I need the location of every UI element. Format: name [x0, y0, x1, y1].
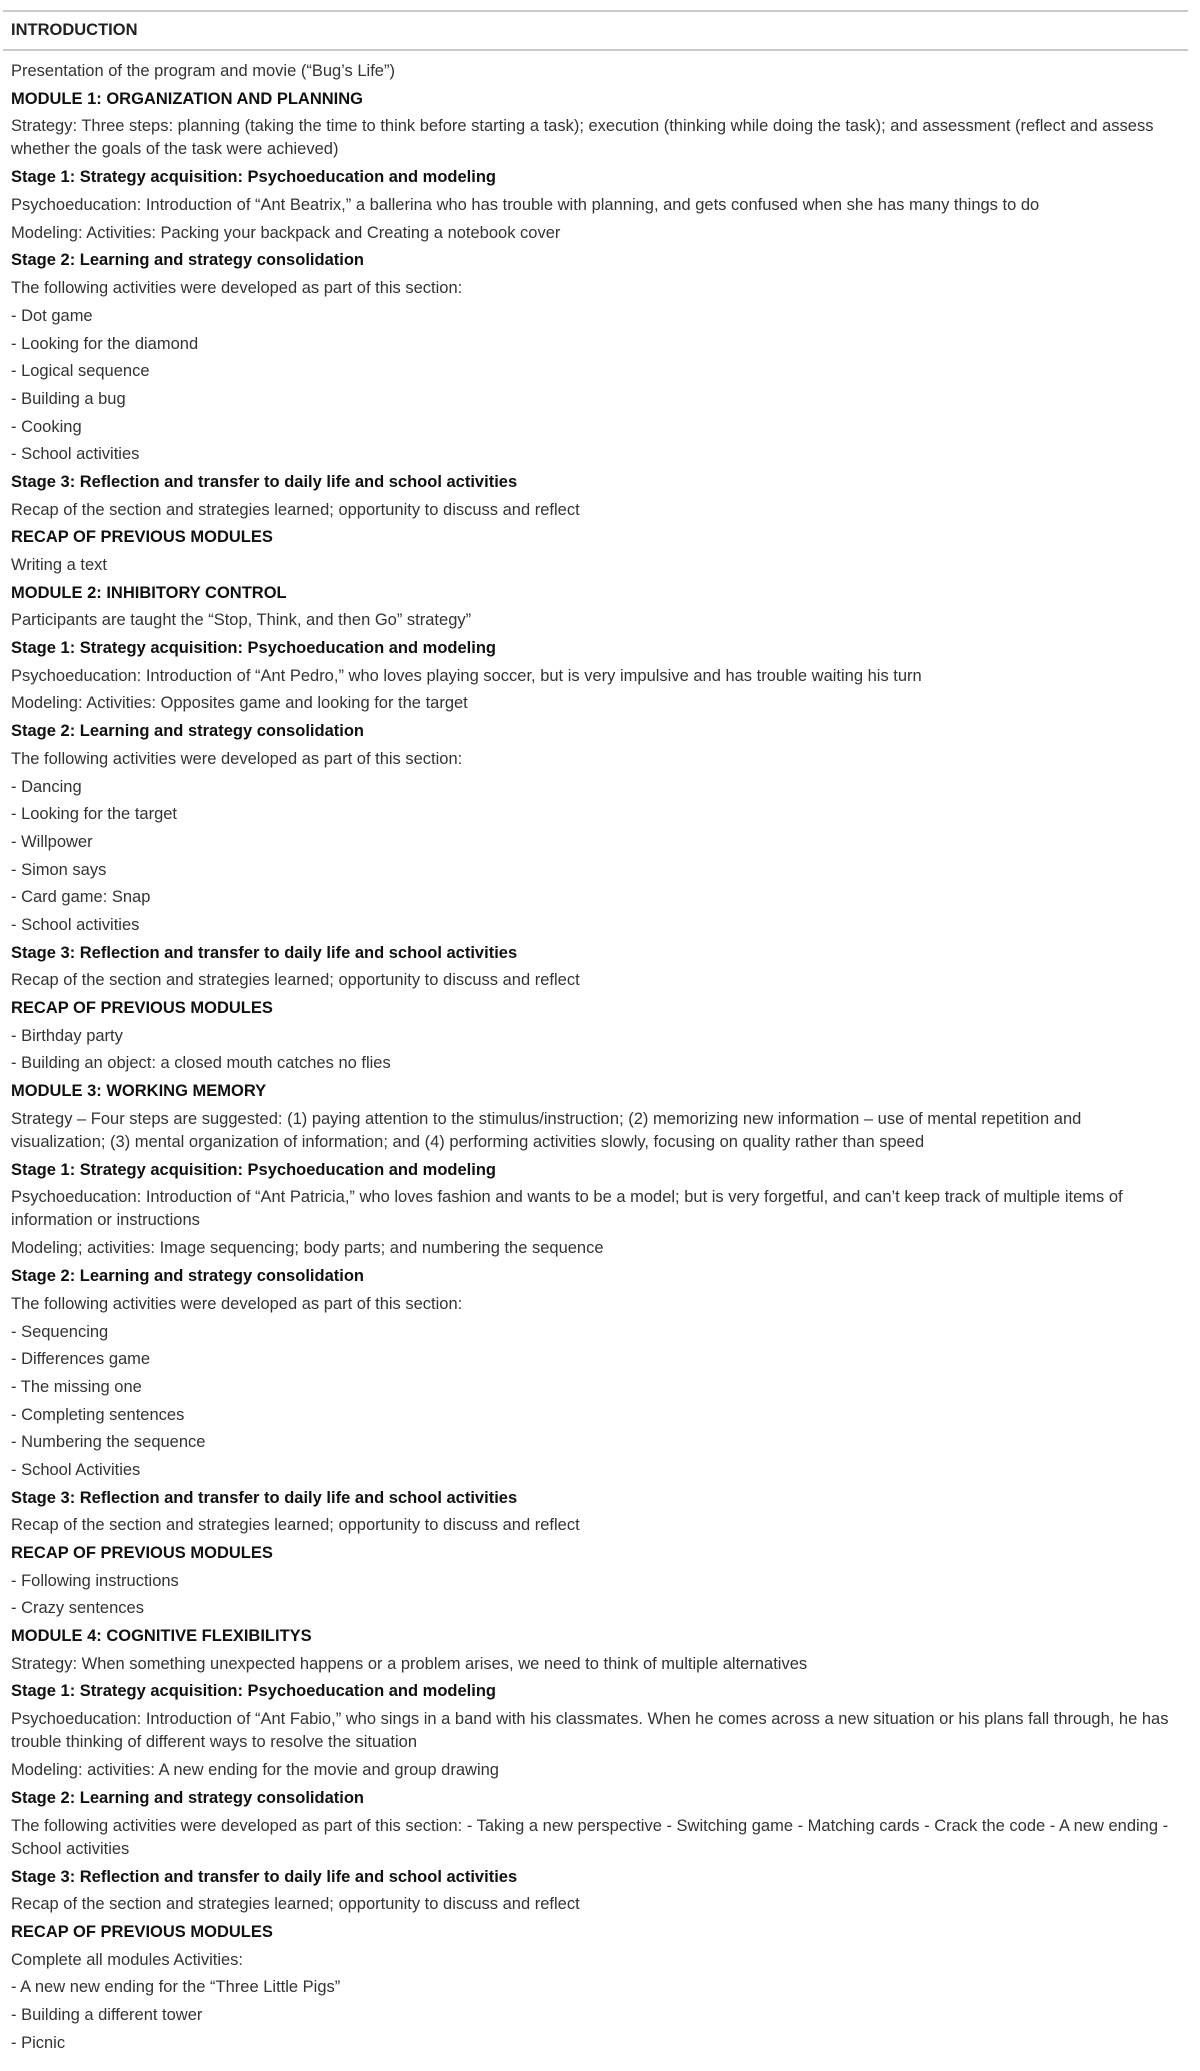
table-row: Recap of the section and strategies learned; opportunity to discuss and reflect — [11, 1895, 580, 1914]
table-row: - Numbering the sequence — [11, 1433, 206, 1452]
table-row: Psychoeducation: Introduction of “Ant Pedro,” who loves playing soccer, but is very impulsive and has trouble waiting his turn — [11, 666, 922, 685]
table-body — [0, 51, 1190, 2059]
table-row: Participants are taught the “Stop, Think, and then Go” strategy” — [11, 611, 472, 630]
section-heading-row: Stage 3: Reflection and transfer to daily life and school activities — [11, 472, 518, 491]
section-heading-row: Stage 2: Learning and strategy consolidation — [11, 251, 364, 270]
section-heading-row: Stage 1: Strategy acquisition: Psychoeducation and modeling — [11, 1160, 497, 1179]
table-row: - Looking for the diamond — [11, 334, 199, 353]
table-row: Strategy – Four steps are suggested: (1) paying attention to the stimulus/instruction; (2) memorizing new information – use of mental repetition and visualization; (3) mental organization of information; and (4) performing activities slowly, focusing on quality rather than speed — [11, 1109, 1082, 1151]
table-header: INTRODUCTION — [11, 21, 138, 39]
section-heading-row: Stage 1: Strategy acquisition: Psychoeducation and modeling — [11, 168, 497, 187]
table-row: - School Activities — [11, 1460, 141, 1479]
table-row: Presentation of the program and movie (“Bug’s Life”) — [11, 62, 395, 80]
section-heading-row: Stage 2: Learning and strategy consolidation — [11, 1267, 364, 1286]
table-row: The following activities were developed as part of this section: - Taking a new perspective - Switching game - Matching cards - Crack the code - A new ending - School activities — [11, 1816, 1169, 1858]
section-heading-row: Stage 1: Strategy acquisition: Psychoeducation and modeling — [11, 639, 497, 658]
table-row: Complete all modules Activities: — [11, 1950, 244, 1969]
section-heading-row: MODULE 2: INHIBITORY CONTROL — [11, 583, 287, 602]
table-row: - Dot game — [11, 306, 93, 325]
table-row: - Simon says — [11, 860, 107, 879]
table-row: - School activities — [11, 445, 140, 464]
table-row: - Building a bug — [11, 389, 126, 408]
table-row: Psychoeducation: Introduction of “Ant Patricia,” who loves fashion and wants to be a model; but is very forgetful, and can’t keep track of multiple items of information or instructions — [11, 1188, 1123, 1230]
table-row: - A new new ending for the “Three Little Pigs” — [11, 1978, 341, 1997]
table-row: The following activities were developed as part of this section: — [11, 279, 463, 298]
section-heading-row: Stage 3: Reflection and transfer to daily life and school activities — [11, 1488, 518, 1507]
table-row: Modeling: activities: A new ending for the movie and group drawing — [11, 1761, 499, 1780]
section-heading-row: Stage 2: Learning and strategy consolidation — [11, 722, 364, 741]
section-heading-row: RECAP OF PREVIOUS MODULES — [11, 1544, 273, 1562]
section-heading-row: Stage 1: Strategy acquisition: Psychoeducation and modeling — [11, 1682, 497, 1701]
section-heading-row: Stage 3: Reflection and transfer to daily life and school activities — [11, 1867, 518, 1886]
section-heading-row: RECAP OF PREVIOUS MODULES — [11, 1922, 273, 1941]
table-row: - Completing sentences — [11, 1405, 185, 1424]
table-row: - Logical sequence — [11, 362, 150, 381]
table-row: Recap of the section and strategies learned; opportunity to discuss and reflect — [11, 500, 580, 519]
table-row: - The missing one — [11, 1377, 142, 1396]
table-row: - Card game: Snap — [11, 888, 151, 907]
table-row: - Willpower — [11, 832, 93, 851]
table-row: The following activities were developed as part of this section: — [11, 749, 463, 768]
table-row: Modeling: Activities: Opposites game and looking for the target — [11, 694, 468, 713]
table-row: - Picnic — [11, 2033, 66, 2052]
section-heading-row: RECAP OF PREVIOUS MODULES — [11, 528, 273, 547]
table-row: Recap of the section and strategies learned; opportunity to discuss and reflect — [11, 971, 580, 990]
section-heading-row: MODULE 1: ORGANIZATION AND PLANNING — [11, 89, 363, 108]
table-row: - Birthday party — [11, 1026, 123, 1045]
table-row: - Looking for the target — [11, 805, 178, 824]
table-row: Recap of the section and strategies learned; opportunity to discuss and reflect — [11, 1516, 580, 1535]
table-row: - Building a different tower — [11, 2005, 203, 2024]
table-row: - School activities — [11, 915, 140, 934]
table-row: - Building an object: a closed mouth catches no flies — [11, 1054, 391, 1073]
table-row: Psychoeducation: Introduction of “Ant Fabio,” who sings in a band with his classmates. When he comes across a new situation or his plans fall through, he has trouble thinking of different ways to resolve the situation — [11, 1710, 1169, 1752]
table-row: Psychoeducation: Introduction of “Ant Beatrix,” a ballerina who has trouble with planning, and gets confused when she has many things to do — [11, 196, 1040, 215]
table-row: Writing a text — [11, 556, 107, 574]
table-row: Modeling: Activities: Packing your backpack and Creating a notebook cover — [11, 223, 561, 242]
section-heading-row: RECAP OF PREVIOUS MODULES — [11, 999, 273, 1017]
table-row: - Crazy sentences — [11, 1599, 144, 1618]
table-row: Strategy: Three steps: planning (taking the time to think before starting a task); execution (thinking while doing the task); and assessment (reflect and assess whether the goals of the task were achieved) — [11, 117, 1154, 159]
section-heading-row: MODULE 3: WORKING MEMORY — [11, 1082, 267, 1101]
table-row: The following activities were developed as part of this section: — [11, 1294, 463, 1313]
section-heading-row: MODULE 4: COGNITIVE FLEXIBILITYS — [11, 1627, 312, 1646]
table-row: Strategy: When something unexpected happens or a problem arises, we need to think of multiple alternatives — [11, 1654, 808, 1673]
table-row: - Cooking — [11, 417, 82, 436]
table-row: - Dancing — [11, 777, 82, 796]
table-row: - Sequencing — [11, 1322, 109, 1341]
section-heading-row: Stage 3: Reflection and transfer to daily life and school activities — [11, 943, 518, 962]
table-row: - Differences game — [11, 1350, 151, 1369]
table-row: - Following instructions — [11, 1571, 179, 1590]
table-row: Modeling; activities: Image sequencing; body parts; and numbering the sequence — [11, 1239, 604, 1258]
section-heading-row: Stage 2: Learning and strategy consolidation — [11, 1788, 364, 1807]
